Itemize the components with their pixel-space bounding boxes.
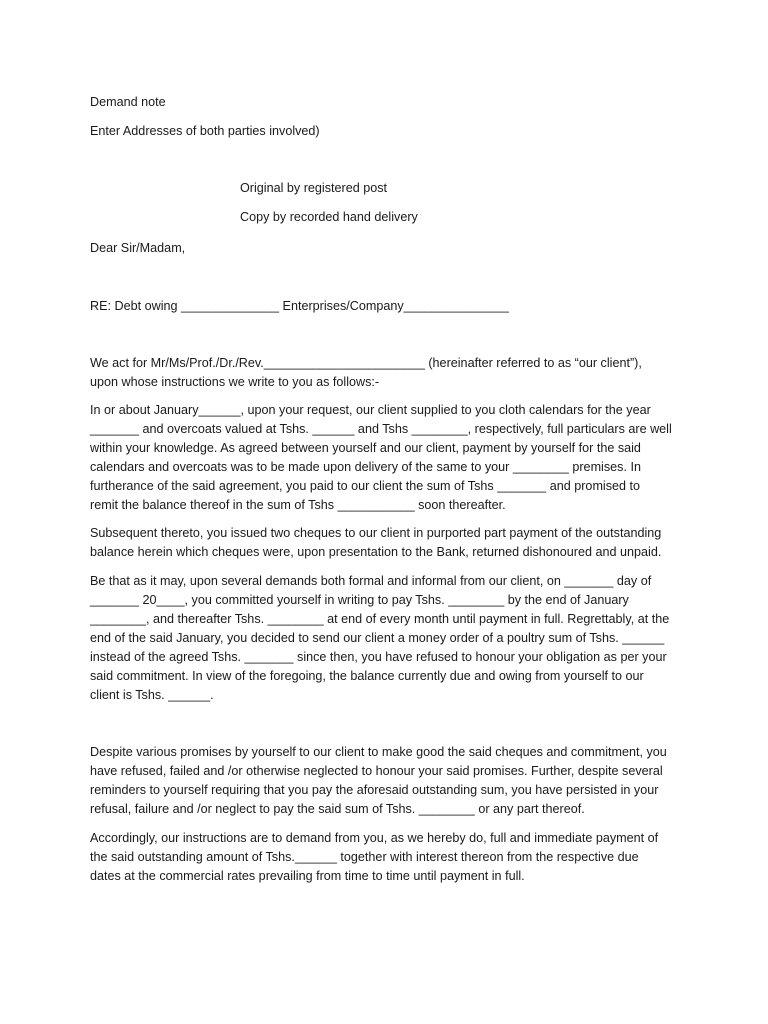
subject-line: RE: Debt owing ______________ Enterprises/Company_______________	[90, 299, 509, 313]
paragraph-neglect	[90, 743, 680, 819]
paragraph-line: end of the said January, you decided to send our client a money order of a poultry sum of Tshs. ______	[90, 631, 665, 645]
paragraph-introduction	[90, 354, 680, 392]
document-title: Demand note	[90, 95, 166, 109]
paragraph-line: reminders to yourself requiring that you pay the aforesaid outstanding sum, you have persisted in your	[90, 783, 659, 797]
paragraph-line: said commitment. In view of the foregoing, the balance currently due and owing from yourself to our	[90, 669, 644, 683]
paragraph-line: Subsequent thereto, you issued two cheques to our client in purported part payment of the outstanding	[90, 526, 662, 540]
delivery-copy: Copy by recorded hand delivery	[240, 210, 418, 224]
paragraph-demands	[90, 572, 680, 705]
paragraph-line: within your knowledge. As agreed between yourself and our client, payment by yourself for the said	[90, 441, 641, 455]
paragraph-line: Accordingly, our instructions are to demand from you, as we hereby do, full and immediate payment of	[90, 831, 659, 845]
paragraph-line: We act for Mr/Ms/Prof./Dr./Rev._______________________ (hereinafter referred to as “our client”),	[90, 356, 642, 370]
paragraph-line: balance herein which cheques were, upon presentation to the Bank, returned dishonoured and unpaid.	[90, 545, 662, 559]
paragraph-line: client is Tshs. ______.	[90, 688, 214, 702]
paragraph-line: _______ 20____, you committed yourself in writing to pay Tshs. ________ by the end of January	[90, 593, 629, 607]
paragraph-line: dates at the commercial rates prevailing from time to time until payment in full.	[90, 869, 525, 883]
paragraph-line: remit the balance thereof in the sum of Tshs ___________ soon thereafter.	[90, 498, 506, 512]
paragraph-line: Despite various promises by yourself to our client to make good the said cheques and commitment, you	[90, 745, 667, 759]
paragraph-line: calendars and overcoats was to be made upon delivery of the same to your ________ premises. In	[90, 460, 641, 474]
paragraph-line: instead of the agreed Tshs. _______ since then, you have refused to honour your obligation as per your	[90, 650, 667, 664]
paragraph-demand	[90, 829, 680, 886]
paragraph-dishonoured-cheques	[90, 524, 680, 562]
addresses-instruction: Enter Addresses of both parties involved)	[90, 124, 320, 138]
paragraph-supply-agreement	[90, 401, 680, 515]
paragraph-line: Be that as it may, upon several demands both formal and informal from our client, on _______ day of	[90, 574, 652, 588]
delivery-original: Original by registered post	[240, 181, 387, 195]
paragraph-line: have refused, failed and /or otherwise neglected to honour your said promises. Further, despite several	[90, 764, 663, 778]
paragraph-line: In or about January______, upon your request, our client supplied to you cloth calendars for the year	[90, 403, 651, 417]
paragraph-line: refusal, failure and /or neglect to pay the said sum of Tshs. ________ or any part thereof.	[90, 802, 585, 816]
paragraph-line: upon whose instructions we write to you as follows:-	[90, 375, 380, 389]
paragraph-line: ________, and thereafter Tshs. ________ at end of every month until payment in full. Regrettably, at the	[90, 612, 670, 626]
paragraph-line: _______ and overcoats valued at Tshs. ______ and Tshs ________, respectively, full particulars are well	[90, 422, 672, 436]
paragraph-line: furtherance of the said agreement, you paid to our client the sum of Tshs _______ and promised to	[90, 479, 641, 493]
paragraph-line: the said outstanding amount of Tshs.______ together with interest thereon from the respective due	[90, 850, 639, 864]
salutation: Dear Sir/Madam,	[90, 241, 186, 255]
